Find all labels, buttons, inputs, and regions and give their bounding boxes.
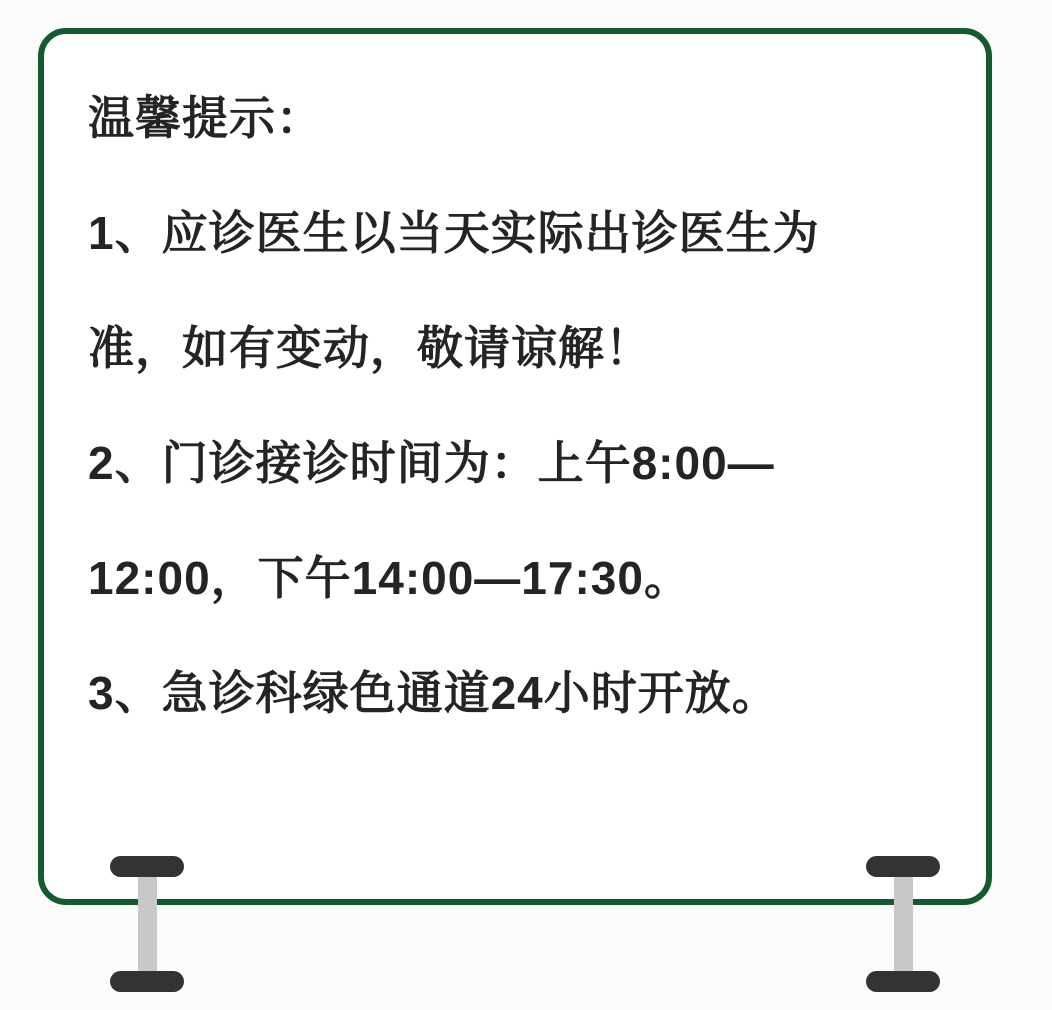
stand-leg-left-bottom-cap — [110, 971, 184, 992]
stand-leg-left-stem — [138, 863, 157, 985]
stand-leg-left — [110, 856, 184, 992]
notice-line-1: 1、应诊医生以当天实际出诊医生为 — [88, 207, 820, 259]
notice-line-5: 3、急诊科绿色通道24小时开放。 — [88, 667, 779, 719]
stand-leg-right-stem — [894, 863, 913, 985]
notice-title: 温馨提示： — [88, 92, 323, 144]
notice-line-2: 准，如有变动，敬请谅解！ — [88, 322, 652, 374]
notice-line-3: 2、门诊接诊时间为：上午8:00— — [88, 437, 775, 489]
stand-leg-right-bottom-cap — [866, 971, 940, 992]
notice-text-block — [88, 61, 968, 751]
stand-leg-left-top-cap — [110, 856, 184, 877]
stand-leg-right — [866, 856, 940, 992]
stand-leg-right-top-cap — [866, 856, 940, 877]
notice-line-4: 12:00，下午14:00—17:30。 — [88, 552, 691, 604]
